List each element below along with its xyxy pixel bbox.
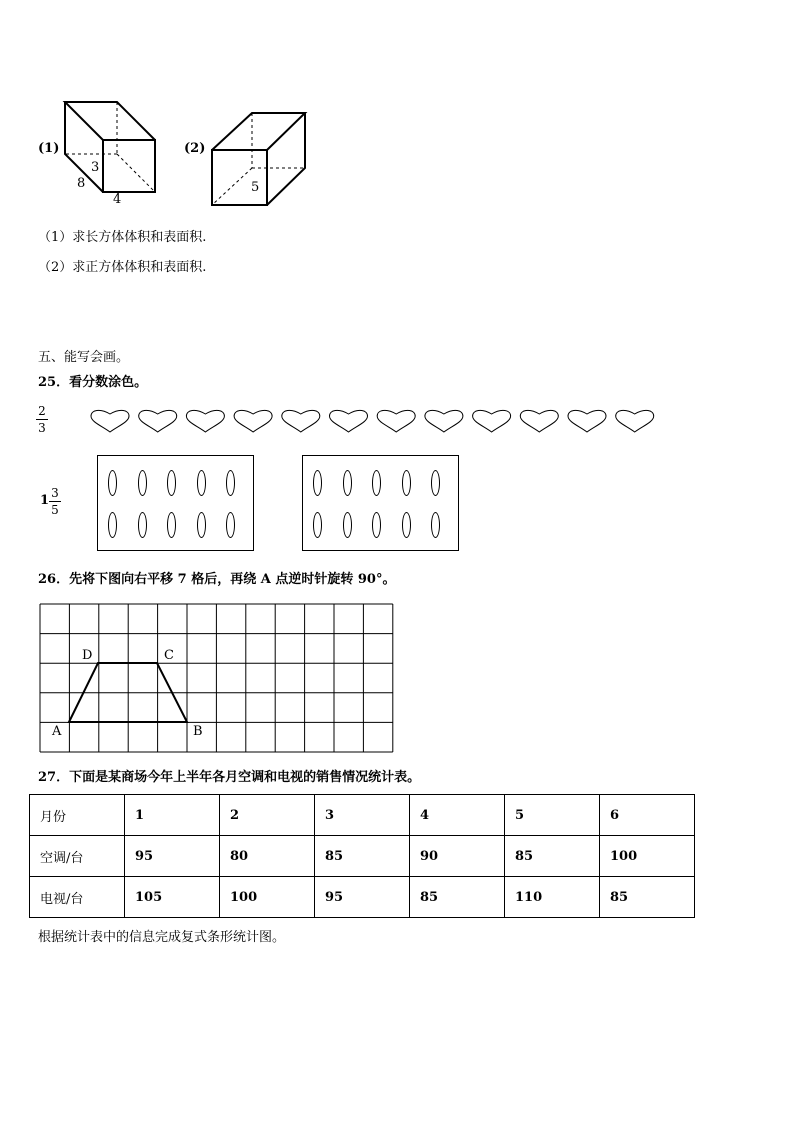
section-title: 五、能写会画。 (38, 350, 130, 365)
heart-shape (616, 410, 654, 432)
question-cube: （2）求正方体体积和表面积. (38, 260, 207, 275)
point-label-d: D (82, 648, 93, 663)
oval-shape (402, 512, 411, 538)
heart-shape (330, 410, 368, 432)
dim-width-label: 4 (113, 192, 122, 207)
oval-shape (313, 470, 322, 496)
point-label-b: B (193, 724, 203, 739)
table-cell: 月份 (30, 795, 125, 836)
fraction-three-fifths (48, 486, 62, 517)
translation-grid (39, 603, 395, 755)
fraction-denominator: 3 (38, 421, 46, 435)
table-cell: 85 (505, 836, 600, 877)
fraction-numerator: 3 (51, 486, 59, 500)
table-cell: 100 (600, 836, 695, 877)
figure-label-2: (2) (184, 141, 206, 156)
oval-shape (197, 512, 206, 538)
oval-shape (372, 512, 381, 538)
oval-shape (108, 470, 117, 496)
table-cell: 1 (125, 795, 220, 836)
cube-edge-label: 5 (251, 180, 260, 195)
heart-shape (425, 410, 463, 432)
table-cell: 85 (315, 836, 410, 877)
table-row (30, 877, 695, 918)
oval-shape (138, 470, 147, 496)
oval-shape (431, 512, 440, 538)
fraction-numerator: 2 (38, 404, 46, 418)
table-cell: 110 (505, 877, 600, 918)
q27-note: 根据统计表中的信息完成复式条形统计图。 (38, 930, 286, 945)
oval-shape (167, 470, 176, 496)
oval-shape (343, 470, 352, 496)
oval-box (302, 455, 459, 551)
table-cell: 3 (315, 795, 410, 836)
oval-box (97, 455, 254, 551)
heart-shape (139, 410, 177, 432)
table-cell: 95 (125, 836, 220, 877)
fraction-two-thirds (35, 404, 49, 435)
cuboid-diagram (55, 95, 165, 210)
heart-shape (520, 410, 558, 432)
oval-shape (372, 470, 381, 496)
table-cell: 5 (505, 795, 600, 836)
sales-table (29, 794, 695, 918)
heart-shape (377, 410, 415, 432)
table-cell: 80 (220, 836, 315, 877)
oval-shape (226, 512, 235, 538)
heart-shape (91, 410, 129, 432)
fraction-denominator: 5 (51, 503, 59, 517)
oval-shape (431, 470, 440, 496)
point-label-c: C (164, 648, 174, 663)
table-cell: 100 (220, 877, 315, 918)
table-cell: 85 (600, 877, 695, 918)
heart-shape (473, 410, 511, 432)
oval-shape (167, 512, 176, 538)
oval-shape (313, 512, 322, 538)
table-cell: 空调/台 (30, 836, 125, 877)
dim-depth-label: 8 (77, 176, 86, 191)
table-cell: 4 (410, 795, 505, 836)
heart-shape (186, 410, 224, 432)
oval-shape (108, 512, 117, 538)
point-label-a: A (52, 724, 62, 739)
table-cell: 105 (125, 877, 220, 918)
figure-label-1: (1) (38, 141, 60, 156)
heart-shape (568, 410, 606, 432)
table-cell: 95 (315, 877, 410, 918)
oval-shape (402, 470, 411, 496)
q27-title: 27．下面是某商场今年上半年各月空调和电视的销售情况统计表。 (38, 770, 421, 785)
q25-title: 25．看分数涂色。 (38, 375, 148, 390)
oval-shape (226, 470, 235, 496)
table-cell: 2 (220, 795, 315, 836)
oval-shape (138, 512, 147, 538)
heart-shape (282, 410, 320, 432)
hearts-row (88, 408, 668, 436)
mixed-number-whole: 1 (40, 493, 50, 508)
table-cell: 90 (410, 836, 505, 877)
oval-shape (197, 470, 206, 496)
table-row (30, 836, 695, 877)
question-cuboid: （1）求长方体体积和表面积. (38, 230, 207, 245)
q26-title: 26．先将下图向右平移 7 格后，再绕 A 点逆时针旋转 90°。 (38, 572, 396, 587)
table-cell: 6 (600, 795, 695, 836)
dim-height-label: 3 (91, 160, 100, 175)
oval-shape (343, 512, 352, 538)
table-cell: 电视/台 (30, 877, 125, 918)
table-cell: 85 (410, 877, 505, 918)
heart-shape (234, 410, 272, 432)
table-row (30, 795, 695, 836)
